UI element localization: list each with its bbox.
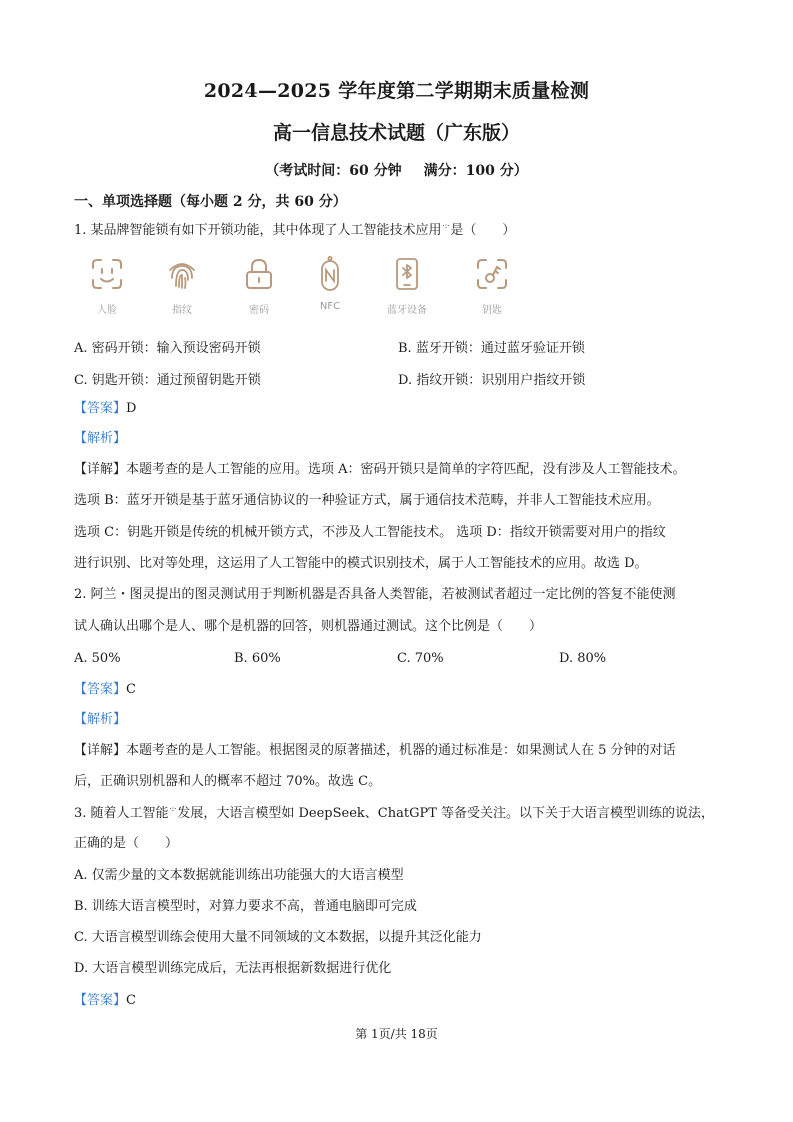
- q1-analysis-tag: 【解析】: [74, 431, 127, 446]
- q3-option-c: C. 大语言模型训练会使用大量不同领域的文本数据，以提升其泛化能力: [74, 930, 482, 945]
- q3-stem-line: 正确的是（ ）: [74, 836, 179, 851]
- fingerprint-unlock-item: 指纹: [157, 256, 207, 316]
- q1-answer: 【答案】D: [74, 401, 137, 416]
- q1-stem: 1. 某品牌智能锁有如下开锁功能，其中体现了人工智能技术应用·:·是（ ）: [74, 222, 516, 238]
- q1-detail-line: 选项 C：钥匙开锁是传统的机械开锁方式，不涉及人工智能技术。 选项 D：指纹开锁需要对用户的指纹: [74, 525, 666, 540]
- nfc-unlock-item: NFC: [305, 256, 355, 312]
- full-score: 满分：100 分）: [423, 163, 528, 179]
- q2-stem-line: 2. 阿兰・图灵提出的图灵测试用于判断机器是否具备人类智能，若被测试者超过一定比例的答复不能使测: [74, 587, 676, 602]
- q1-detail-line: 进行识别、比对等处理，这运用了人工智能中的模式识别技术，属于人工智能技术的应用。故选 D。: [74, 556, 648, 571]
- section-heading: 一、单项选择题（每小题 2 分，共 60 分）: [74, 194, 347, 210]
- q3-stem: 3. 随着人工智能·:·发展，大语言模型如 DeepSeek、ChatGPT 等备受关注。以下关于大语言模型训练的说法，: [74, 805, 715, 821]
- q2-option-c: C. 70%: [397, 651, 444, 666]
- q3-answer: 【答案】C: [74, 993, 136, 1008]
- q2-stem-line: 试人确认出哪个是人、哪个是机器的回答，则机器通过测试。这个比例是（ ）: [74, 619, 543, 634]
- password-unlock-item: 密码: [234, 256, 284, 316]
- nfc-icon: [312, 256, 348, 292]
- face-icon: [89, 256, 125, 292]
- q1-option-c: C. 钥匙开锁：通过预留钥匙开锁: [74, 373, 261, 388]
- face-unlock-item: 人脸: [82, 256, 132, 316]
- q1-detail-line: 【详解】本题考查的是人工智能的应用。选项 A：密码开锁只是简单的字符匹配，没有涉及人工智能技术。: [74, 462, 686, 477]
- key-unlock-item: 钥匙: [467, 256, 517, 316]
- q2-option-d: D. 80%: [559, 651, 607, 666]
- q1-option-d: D. 指纹开锁：识别用户指纹开锁: [398, 373, 586, 388]
- bluetooth-icon: [389, 256, 425, 292]
- bluetooth-unlock-item: 蓝牙设备: [382, 256, 432, 316]
- page-number: 第 1页/共 18页: [355, 1027, 438, 1041]
- exam-title: 2024—2025 学年度第二学期期末质量检测: [203, 80, 590, 102]
- q3-option-a: A. 仅需少量的文本数据就能训练出功能强大的大语言模型: [74, 868, 404, 883]
- q3-option-b: B. 训练大语言模型时，对算力要求不高，普通电脑即可完成: [74, 899, 417, 914]
- exam-info: [0, 160, 793, 180]
- lock-icon: [241, 256, 277, 292]
- q2-detail-line: 【详解】本题考查的是人工智能。根据图灵的原著描述，机器的通过标准是：如果测试人在 5 分钟的对话: [74, 743, 676, 758]
- exam-time: （考试时间：60 分钟: [265, 163, 402, 179]
- q2-option-a: A. 50%: [74, 651, 121, 666]
- q2-option-b: B. 60%: [234, 651, 281, 666]
- lock-feature-icons: [82, 256, 542, 322]
- q2-analysis-tag: 【解析】: [74, 712, 127, 727]
- q1-option-b: B. 蓝牙开锁：通过蓝牙验证开锁: [398, 341, 585, 356]
- q1-option-a: A. 密码开锁：输入预设密码开锁: [74, 341, 261, 356]
- q2-answer: 【答案】C: [74, 682, 136, 697]
- q2-detail-line: 后，正确识别机器和人的概率不超过 70%。故选 C。: [74, 774, 382, 789]
- exam-subtitle: 高一信息技术试题（广东版）: [272, 122, 520, 144]
- fingerprint-icon: [164, 256, 200, 292]
- q1-detail-line: 选项 B：蓝牙开锁是基于蓝牙通信协议的一种验证方式，属于通信技术范畴，并非人工智能技术应用。: [74, 493, 660, 508]
- key-icon: [474, 256, 510, 292]
- q3-option-d: D. 大语言模型训练完成后，无法再根据新数据进行优化: [74, 961, 392, 976]
